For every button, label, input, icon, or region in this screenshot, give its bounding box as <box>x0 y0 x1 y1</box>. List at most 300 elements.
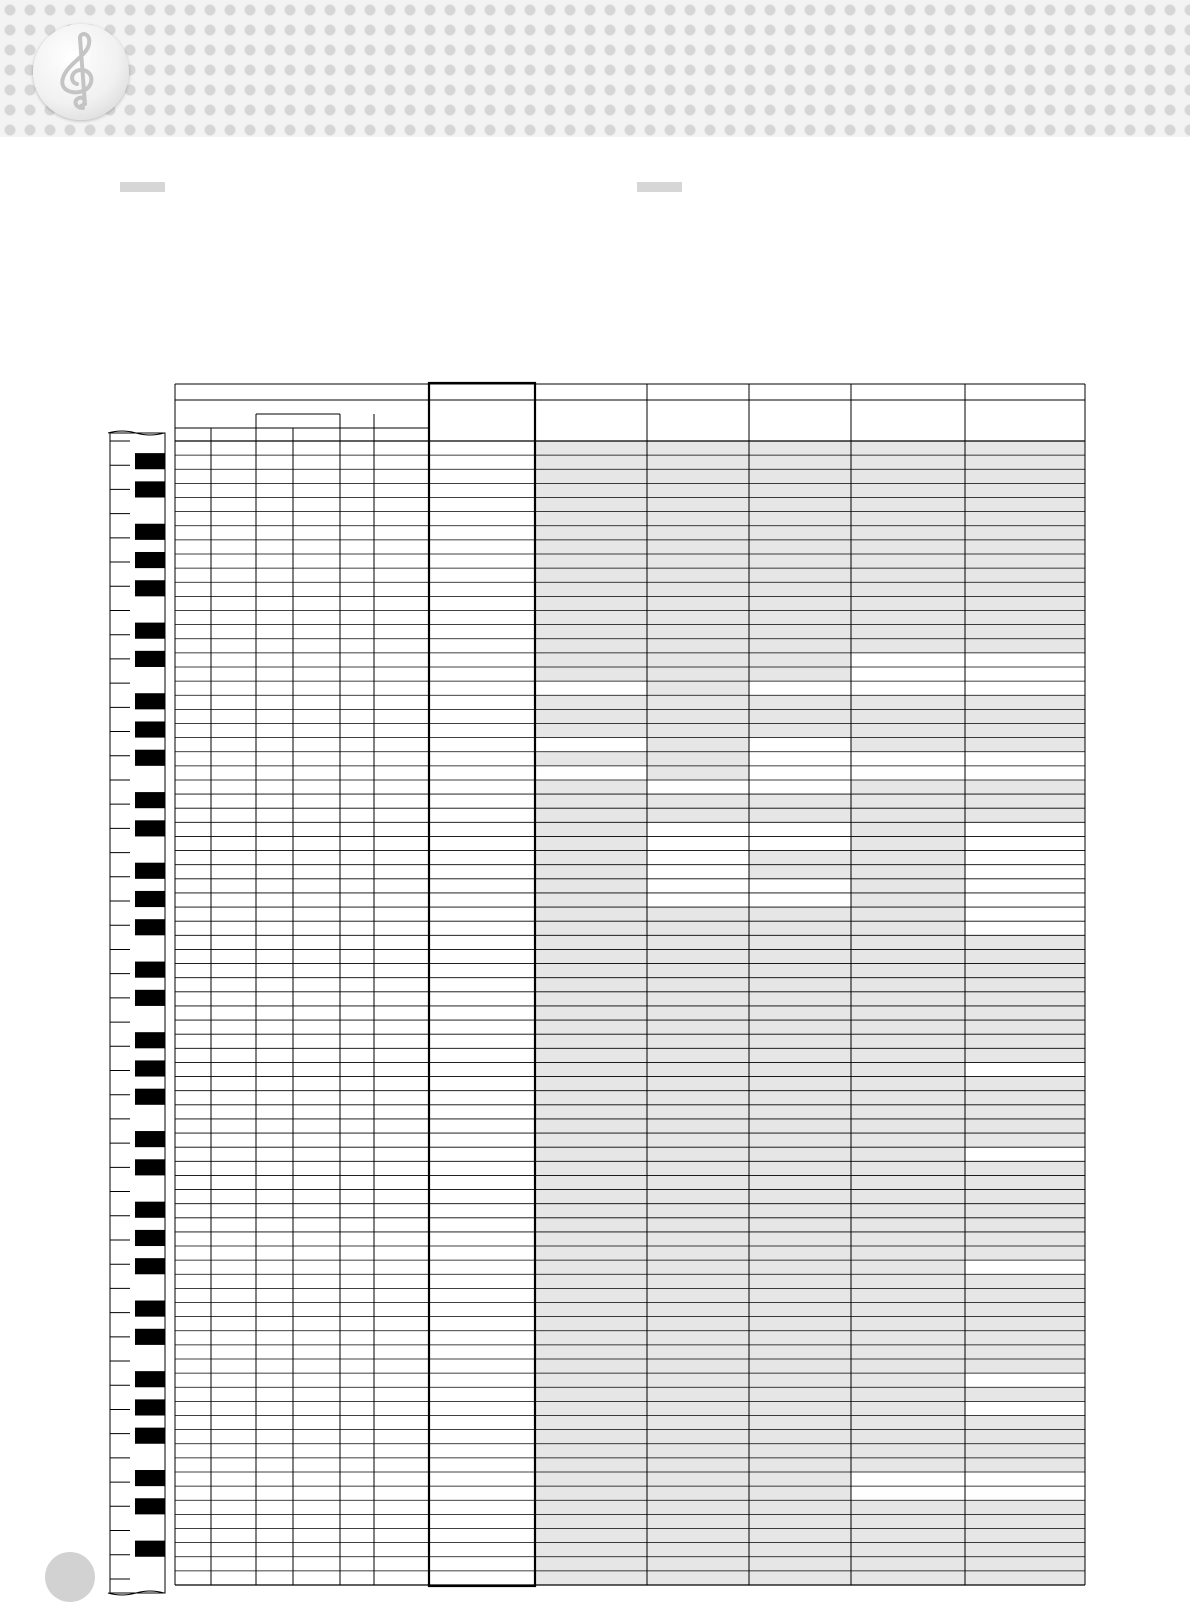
shaded-cell <box>749 1317 851 1331</box>
shaded-cell <box>965 1387 1085 1401</box>
shaded-cell <box>647 667 749 681</box>
shaded-cell <box>535 935 647 949</box>
shaded-cell <box>535 964 647 978</box>
shaded-cell <box>535 836 647 850</box>
black-key <box>135 990 165 1006</box>
shaded-cell <box>647 639 749 653</box>
black-key <box>135 651 165 667</box>
shaded-cell <box>647 808 749 822</box>
shaded-cell <box>749 1105 851 1119</box>
shaded-cell <box>851 441 965 455</box>
shaded-cell <box>647 483 749 497</box>
shaded-cell <box>965 1091 1085 1105</box>
shaded-cell <box>535 723 647 737</box>
shaded-cell <box>965 1303 1085 1317</box>
shaded-cell <box>749 695 851 709</box>
shaded-cell <box>851 1190 965 1204</box>
shaded-cell <box>851 723 965 737</box>
shaded-cell <box>851 1557 965 1571</box>
shaded-cell <box>535 441 647 455</box>
shaded-cell <box>647 978 749 992</box>
shaded-cell <box>647 554 749 568</box>
shaded-cell <box>535 1048 647 1062</box>
shaded-cell <box>749 1486 851 1500</box>
highlighted-column-box <box>429 383 535 1586</box>
shaded-cell <box>965 1161 1085 1175</box>
shaded-cell <box>749 1345 851 1359</box>
shaded-cell <box>965 639 1085 653</box>
shaded-cell <box>965 512 1085 526</box>
black-key <box>135 1371 165 1387</box>
black-key <box>135 481 165 497</box>
shaded-cell <box>647 512 749 526</box>
shaded-cell <box>965 1331 1085 1345</box>
shaded-cell <box>749 1472 851 1486</box>
shaded-cell <box>749 497 851 511</box>
shaded-cell <box>535 1345 647 1359</box>
shaded-cell <box>851 879 965 893</box>
shaded-cell <box>535 1034 647 1048</box>
shaded-cell <box>749 1077 851 1091</box>
shaded-cell <box>965 625 1085 639</box>
shaded-cell <box>965 1190 1085 1204</box>
shaded-cell <box>535 610 647 624</box>
shaded-cell <box>535 893 647 907</box>
shaded-cell <box>749 907 851 921</box>
shaded-cell <box>965 568 1085 582</box>
shaded-cell <box>535 1260 647 1274</box>
shaded-cell <box>535 794 647 808</box>
shaded-cell <box>965 978 1085 992</box>
shaded-cell <box>965 1105 1085 1119</box>
shaded-cell <box>851 512 965 526</box>
shaded-cell <box>851 568 965 582</box>
shaded-cell <box>965 935 1085 949</box>
shaded-cell <box>851 540 965 554</box>
shaded-cell <box>535 780 647 794</box>
shaded-cell <box>535 568 647 582</box>
shaded-cell <box>535 865 647 879</box>
shaded-cell <box>749 1232 851 1246</box>
black-key <box>135 580 165 596</box>
black-key <box>135 1230 165 1246</box>
black-key <box>135 721 165 737</box>
shaded-cell <box>749 1514 851 1528</box>
black-key <box>135 524 165 540</box>
shaded-cell <box>647 1345 749 1359</box>
shaded-cell <box>851 1444 965 1458</box>
shaded-cell <box>851 610 965 624</box>
shaded-cell <box>749 851 851 865</box>
shaded-cell <box>535 1571 647 1585</box>
shaded-cell <box>851 1218 965 1232</box>
shaded-cell <box>749 1274 851 1288</box>
shaded-cell <box>647 1147 749 1161</box>
shaded-cell <box>647 1416 749 1430</box>
shaded-cell <box>749 1387 851 1401</box>
shaded-cell <box>535 1161 647 1175</box>
shaded-cell <box>851 1543 965 1557</box>
shaded-cell <box>965 1458 1085 1472</box>
shaded-cell <box>535 1486 647 1500</box>
black-key <box>135 1089 165 1105</box>
shaded-cell <box>851 1147 965 1161</box>
shaded-cell <box>851 1020 965 1034</box>
shaded-cell <box>965 1232 1085 1246</box>
shaded-cell <box>535 469 647 483</box>
shaded-cell <box>535 1514 647 1528</box>
shaded-cell <box>535 639 647 653</box>
shaded-cell <box>647 1119 749 1133</box>
shaded-cell <box>851 780 965 794</box>
shaded-cell <box>535 512 647 526</box>
shaded-cell <box>647 752 749 766</box>
shaded-cell <box>647 441 749 455</box>
shaded-cell <box>535 1020 647 1034</box>
shaded-cell <box>535 1472 647 1486</box>
black-key <box>135 623 165 639</box>
shaded-cell <box>965 526 1085 540</box>
shaded-cell <box>851 1105 965 1119</box>
black-key <box>135 792 165 808</box>
shaded-cell <box>965 1274 1085 1288</box>
shaded-cell <box>749 921 851 935</box>
shaded-cell <box>535 582 647 596</box>
shaded-cell <box>647 1190 749 1204</box>
shaded-cell <box>851 921 965 935</box>
shaded-cell <box>647 1048 749 1062</box>
shaded-cell <box>851 469 965 483</box>
shaded-cell <box>749 540 851 554</box>
shaded-cell <box>535 709 647 723</box>
shaded-cell <box>965 469 1085 483</box>
shaded-cell <box>965 709 1085 723</box>
shaded-cell <box>749 1288 851 1302</box>
shaded-cell <box>749 1416 851 1430</box>
shaded-cell <box>851 1317 965 1331</box>
shaded-cell <box>647 1317 749 1331</box>
shaded-cell <box>749 794 851 808</box>
shaded-cell <box>535 1105 647 1119</box>
shaded-cell <box>749 1529 851 1543</box>
shaded-cell <box>851 738 965 752</box>
shaded-cell <box>749 441 851 455</box>
shaded-cell <box>965 540 1085 554</box>
shaded-cell <box>647 1444 749 1458</box>
shaded-cell <box>535 1458 647 1472</box>
shaded-cell <box>851 1246 965 1260</box>
shaded-cell <box>535 1373 647 1387</box>
shaded-cell <box>535 1077 647 1091</box>
shaded-cell <box>647 1062 749 1076</box>
shaded-cell <box>647 1500 749 1514</box>
shaded-cell <box>749 526 851 540</box>
shaded-cell <box>851 1091 965 1105</box>
black-key <box>135 453 165 469</box>
shaded-cell <box>647 1288 749 1302</box>
shaded-cell <box>851 935 965 949</box>
shaded-cell <box>749 1359 851 1373</box>
shaded-cell <box>965 1034 1085 1048</box>
shaded-cell <box>965 794 1085 808</box>
shaded-cell <box>647 1331 749 1345</box>
shaded-cell <box>749 978 851 992</box>
shaded-cell <box>535 596 647 610</box>
shaded-cell <box>851 851 965 865</box>
shaded-cell <box>535 879 647 893</box>
shaded-cell <box>851 1288 965 1302</box>
shaded-cell <box>851 625 965 639</box>
shaded-cell <box>749 1260 851 1274</box>
shaded-cell <box>749 1020 851 1034</box>
shaded-cell <box>535 1359 647 1373</box>
shaded-cell <box>647 921 749 935</box>
shaded-cell <box>647 1458 749 1472</box>
keyboard-strip <box>110 433 165 1593</box>
shaded-cell <box>851 1175 965 1189</box>
shaded-cell <box>965 1359 1085 1373</box>
shaded-cell <box>851 1458 965 1472</box>
shaded-cell <box>647 596 749 610</box>
black-key <box>135 552 165 568</box>
shaded-cell <box>749 639 851 653</box>
shaded-cell <box>749 1190 851 1204</box>
shaded-cell <box>647 1034 749 1048</box>
black-key <box>135 1060 165 1076</box>
shaded-cell <box>535 1331 647 1345</box>
shaded-cell <box>535 1218 647 1232</box>
shaded-cell <box>965 1218 1085 1232</box>
shaded-cell <box>647 1514 749 1528</box>
shaded-cell <box>647 1543 749 1557</box>
shaded-cell <box>647 582 749 596</box>
shaded-cell <box>749 1161 851 1175</box>
shaded-cell <box>851 907 965 921</box>
black-key <box>135 1541 165 1557</box>
shaded-cell <box>965 723 1085 737</box>
shaded-cell <box>965 1317 1085 1331</box>
shaded-cell <box>749 512 851 526</box>
shaded-cell <box>647 1246 749 1260</box>
shaded-cell <box>749 667 851 681</box>
shaded-cell <box>965 1543 1085 1557</box>
shaded-cell <box>851 1500 965 1514</box>
shaded-cell <box>535 1091 647 1105</box>
shaded-cell <box>749 1444 851 1458</box>
shaded-cell <box>749 625 851 639</box>
shaded-cell <box>851 1359 965 1373</box>
shaded-cell <box>535 822 647 836</box>
shaded-cell <box>749 949 851 963</box>
black-key <box>135 891 165 907</box>
shaded-cell <box>965 1430 1085 1444</box>
shaded-cell <box>647 653 749 667</box>
shaded-cell <box>647 1486 749 1500</box>
shaded-cell <box>965 1020 1085 1034</box>
black-key <box>135 1428 165 1444</box>
page-number-circle <box>45 1552 95 1602</box>
shaded-cell <box>535 1062 647 1076</box>
shaded-cell <box>851 1133 965 1147</box>
shaded-cell <box>749 1246 851 1260</box>
shaded-cell <box>647 738 749 752</box>
shaded-cell <box>535 1288 647 1302</box>
shaded-cell <box>965 483 1085 497</box>
shaded-cell <box>965 554 1085 568</box>
shaded-cell <box>749 483 851 497</box>
shaded-cell <box>647 1303 749 1317</box>
shaded-cell <box>965 738 1085 752</box>
shaded-cell <box>647 1401 749 1415</box>
shaded-cell <box>535 1232 647 1246</box>
shaded-cell <box>749 1119 851 1133</box>
shaded-cell <box>851 1416 965 1430</box>
shaded-cell <box>647 935 749 949</box>
shaded-cell <box>535 1317 647 1331</box>
shaded-cell <box>535 1204 647 1218</box>
shaded-cell <box>851 1345 965 1359</box>
shaded-cell <box>535 1529 647 1543</box>
shaded-cell <box>749 1091 851 1105</box>
shaded-cell <box>647 766 749 780</box>
black-key <box>135 1202 165 1218</box>
shaded-cell <box>749 1034 851 1048</box>
shaded-cell <box>749 723 851 737</box>
shaded-cell <box>851 1077 965 1091</box>
shaded-cell <box>647 1204 749 1218</box>
shaded-cell <box>851 1232 965 1246</box>
shaded-cell <box>647 1373 749 1387</box>
shaded-cell <box>851 964 965 978</box>
shaded-cell <box>851 1303 965 1317</box>
shaded-cell <box>965 964 1085 978</box>
shaded-cell <box>647 1105 749 1119</box>
shaded-cell <box>749 1571 851 1585</box>
shaded-cell <box>535 851 647 865</box>
shaded-cell <box>749 935 851 949</box>
shaded-cell <box>535 1175 647 1189</box>
shaded-cell <box>965 1444 1085 1458</box>
shaded-cell <box>535 1557 647 1571</box>
shaded-cell <box>647 1359 749 1373</box>
shaded-cell <box>851 1006 965 1020</box>
shaded-cell <box>535 497 647 511</box>
shaded-cell <box>965 1345 1085 1359</box>
shaded-cell <box>647 1218 749 1232</box>
shaded-cell <box>647 1161 749 1175</box>
shaded-cell <box>851 639 965 653</box>
black-key <box>135 820 165 836</box>
shaded-cell <box>749 1062 851 1076</box>
shaded-cell <box>647 1232 749 1246</box>
shaded-cell <box>965 1416 1085 1430</box>
shaded-cell <box>647 949 749 963</box>
shaded-cell <box>965 949 1085 963</box>
black-key <box>135 1498 165 1514</box>
shaded-cell <box>749 1303 851 1317</box>
shaded-cell <box>851 497 965 511</box>
shaded-cell <box>535 540 647 554</box>
shaded-cell <box>965 1246 1085 1260</box>
shaded-cell <box>647 1133 749 1147</box>
black-key <box>135 962 165 978</box>
black-key <box>135 693 165 709</box>
shaded-cell <box>851 1062 965 1076</box>
shaded-cell <box>851 596 965 610</box>
shaded-cell <box>851 978 965 992</box>
shaded-cell <box>749 455 851 469</box>
shaded-cell <box>851 582 965 596</box>
shaded-cell <box>535 526 647 540</box>
shaded-cell <box>749 469 851 483</box>
shaded-cell <box>535 1006 647 1020</box>
shaded-cell <box>535 752 647 766</box>
black-key <box>135 1258 165 1274</box>
shaded-cell <box>851 1430 965 1444</box>
shaded-cell <box>749 1458 851 1472</box>
shaded-cell <box>965 1048 1085 1062</box>
shaded-cell <box>851 822 965 836</box>
shaded-cell <box>535 1416 647 1430</box>
shaded-cell <box>749 568 851 582</box>
shaded-cell <box>965 1204 1085 1218</box>
shaded-cell <box>749 1133 851 1147</box>
shaded-cell <box>535 1274 647 1288</box>
shaded-cell <box>851 1260 965 1274</box>
shaded-cell <box>965 780 1085 794</box>
shaded-cell <box>965 1514 1085 1528</box>
shaded-cell <box>749 1430 851 1444</box>
shaded-cell <box>749 1218 851 1232</box>
shaded-cell <box>965 455 1085 469</box>
black-key <box>135 1131 165 1147</box>
shaded-cell <box>749 582 851 596</box>
shaded-cell <box>851 893 965 907</box>
shaded-cell <box>535 1500 647 1514</box>
shaded-cell <box>647 1571 749 1585</box>
shaded-cell <box>851 483 965 497</box>
shaded-cell <box>535 695 647 709</box>
shaded-cell <box>965 582 1085 596</box>
black-key <box>135 1470 165 1486</box>
shaded-cell <box>965 441 1085 455</box>
shaded-cell <box>647 497 749 511</box>
shaded-cell <box>535 554 647 568</box>
shaded-cell <box>647 992 749 1006</box>
shaded-cell <box>535 625 647 639</box>
shaded-cell <box>647 1175 749 1189</box>
shaded-cell <box>851 695 965 709</box>
shaded-cell <box>535 483 647 497</box>
shaded-cell <box>535 1303 647 1317</box>
shaded-cell <box>647 1529 749 1543</box>
shaded-cell <box>749 1373 851 1387</box>
shaded-cell <box>535 921 647 935</box>
shaded-cell <box>965 1571 1085 1585</box>
shaded-cell <box>749 1401 851 1415</box>
shaded-cell <box>749 1500 851 1514</box>
shaded-cell <box>749 1331 851 1345</box>
shaded-cell <box>749 610 851 624</box>
shaded-cell <box>749 865 851 879</box>
shaded-cell <box>965 1006 1085 1020</box>
shaded-cell <box>535 455 647 469</box>
shaded-cell <box>749 1557 851 1571</box>
shaded-cell <box>965 1077 1085 1091</box>
black-key <box>135 1159 165 1175</box>
shaded-cell <box>965 497 1085 511</box>
shaded-cell <box>749 1147 851 1161</box>
